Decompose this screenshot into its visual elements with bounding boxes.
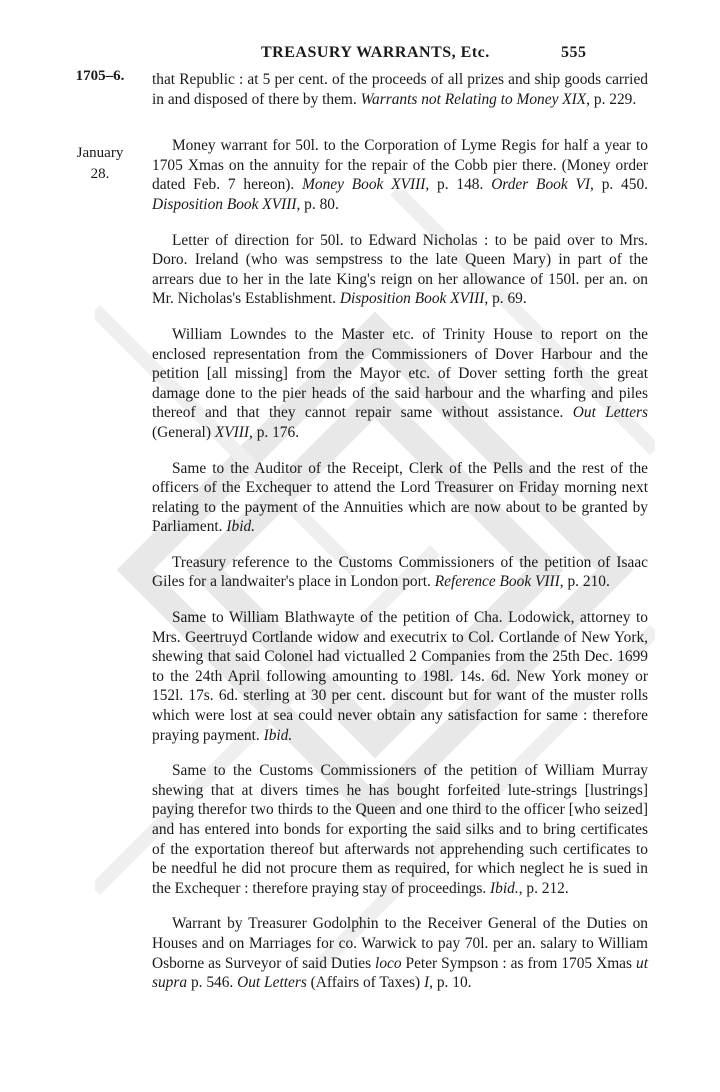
source-reference: Warrants not Relating to Money XIX bbox=[360, 90, 587, 108]
source-reference: Out Letters bbox=[572, 404, 649, 422]
source-reference: Out Letters bbox=[237, 974, 307, 992]
entry-paragraph: Letter of direction for 50l. to Edward Nicholas : to be paid over to Mrs. Doro. Ireland (who was sempstress to the late Queen Mary) in part of the arrears due to her in the late King's reign on her allowance of 150l. per an. on Mr. Nicholas's Establishment. Disposition Book XVIII, p. 69. bbox=[152, 231, 648, 308]
running-title: TREASURY WARRANTS, Etc. bbox=[261, 44, 490, 61]
margin-year: 1705–6. bbox=[75, 68, 125, 84]
source-reference: Reference Book VIII bbox=[434, 573, 560, 591]
margin-date-january bbox=[60, 143, 140, 185]
document-body bbox=[152, 70, 648, 1009]
entry-paragraph: Warrant by Treasurer Godolphin to the Receiver General of the Duties on Houses and on Marriages for co. Warwick to pay 70l. per an. salary to William Osborne as Surveyor of said Duties loco Peter Sympson : as from 1705 Xmas ut supra p. 546. Out Letters (Affairs of Taxes) I, p. 10. bbox=[152, 915, 648, 992]
entry-paragraph: Same to William Blathwayte of the petition of Cha. Lodowick, attorney to Mrs. Geertruyd Cortlande widow and executrix to Col. Cortlande of New York, shewing that said Colonel had victualled 2 Companies from the 25th Dec. 1699 to the 24th April following amounting to 198l. 14s. 6d. New York money or 152l. 17s. 6d. sterling at 30 per cent. discount but for want of the muster rolls which were lost at sea could never obtain any satisfaction for same : therefore praying payment. Ibid. bbox=[152, 609, 648, 744]
margin-day: 28. bbox=[90, 166, 110, 182]
source-reference: Money Book XVIII bbox=[302, 176, 426, 194]
margin-month: January bbox=[76, 145, 124, 161]
source-reference: Disposition Book XVIII bbox=[152, 195, 297, 213]
source-reference: Ibid. bbox=[226, 518, 256, 536]
entry-paragraph: Same to the Auditor of the Receipt, Clerk of the Pells and the rest of the officers of the Exchequer to attend the Lord Treasurer on Friday morning next relating to the payment of the Annuities which are now about to be granted by Parliament. Ibid. bbox=[152, 459, 648, 536]
entry-continuation: that Republic : at 5 per cent. of the proceeds of all prizes and ship goods carried in and disposed of there by them. Warrants not Relating to Money XIX, p. 229. bbox=[152, 71, 648, 108]
source-reference: Order Book VI bbox=[491, 176, 591, 194]
source-reference: Ibid. bbox=[263, 726, 293, 744]
page-number: 555 bbox=[561, 44, 587, 61]
source-reference: Ibid. bbox=[490, 879, 519, 897]
entry-paragraph: Money warrant for 50l. to the Corporation of Lyme Regis for half a year to 1705 Xmas on the annuity for the repair of the Cobb pier there. (Money order dated Feb. 7 hereon). Money Book XVIII, p. 148. Order Book VI, p. 450. Disposition Book XVIII, p. 80. bbox=[152, 137, 648, 213]
entry-paragraph: Treasury reference to the Customs Commissioners of the petition of Isaac Giles for a landwaiter's place in London port. Reference Book VIII, p. 210. bbox=[152, 553, 648, 591]
page-header bbox=[0, 44, 720, 68]
entry-paragraph: Same to the Customs Commissioners of the petition of William Murray shewing that at divers times he has bought forfeited lute-strings [lustrings] paying therefor two thirds to the Queen and one third to the officer [who seized] and has entered into bonds for exporting the said silks and to bring certificates of the exportation thereof but afterwards not apprehending such certificates to be needful he did not procure them as required, for which neglect he is sued in the Exchequer : therefore praying stay of proceedings. Ibid., p. 212. bbox=[152, 762, 648, 897]
source-reference: Disposition Book XVIII bbox=[339, 290, 485, 308]
entry-paragraph: William Lowndes to the Master etc. of Trinity House to report on the enclosed representation from the Commissioners of Dover Harbour and the petition [all missing] from the Mayor etc. of Dover setting forth the great damage done to the pier heads of the said harbour and the wharfing and piles thereof and that they cannot repair same without assistance. Out Letters (General) XVIII, p. 176. bbox=[152, 325, 649, 441]
